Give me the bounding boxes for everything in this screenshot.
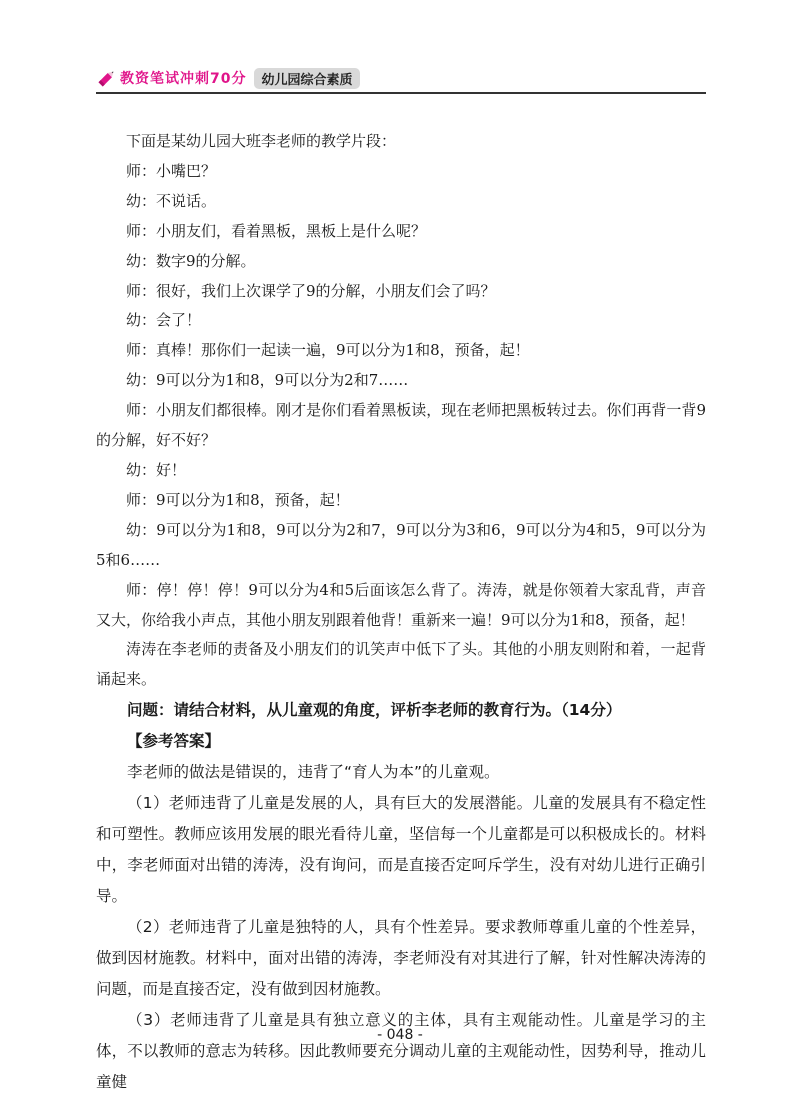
running-header bbox=[96, 66, 360, 90]
dialogue-line: 师：9可以分为1和8，预备，起！ bbox=[126, 490, 350, 509]
dialogue-line: 幼：9可以分为1和8，9可以分为2和7…… bbox=[126, 371, 409, 390]
dialogue-line: 幼：好！ bbox=[126, 460, 187, 479]
answer-paragraph: （2）老师违背了儿童是独特的人，具有个性差异。要求教师尊重儿童的个性差异，做到因材施教。材料中，面对出错的涛涛，李老师没有对其进行了解，针对性解决涛涛的问题，而是直接否定，没有做到因材施教。 bbox=[96, 918, 706, 999]
book-title: 教资笔试冲刺70分 bbox=[120, 71, 247, 87]
question-text: 问题：请结合材料，从儿童观的角度，评析李老师的教育行为。（14分） bbox=[127, 701, 622, 720]
dialogue-line: 幼：数字9的分解。 bbox=[126, 251, 256, 270]
header-rule bbox=[96, 92, 706, 94]
dialogue-line: 下面是某幼儿园大班李老师的教学片段： bbox=[126, 132, 397, 150]
dialogue-line: 师：小嘴巴？ bbox=[126, 161, 217, 180]
answer-heading: 【参考答案】 bbox=[127, 732, 221, 751]
narration: 涛涛在李老师的责备及小朋友们的讥笑声中低下了头。其他的小朋友则附和着，一起背诵起来。 bbox=[96, 640, 706, 689]
page-number: - 048 - bbox=[377, 1027, 423, 1043]
dialogue-line: 师：小朋友们都很棒。刚才是你们看着黑板读，现在老师把黑板转过去。你们再背一背9的分解，好不好？ bbox=[96, 401, 706, 450]
dialogue-line: 幼：会了！ bbox=[126, 311, 202, 330]
pencil-icon bbox=[96, 67, 118, 89]
answer-paragraph: （1）老师违背了儿童是发展的人，具有巨大的发展潜能。儿童的发展具有不稳定性和可塑性。教师应该用发展的眼光看待儿童，坚信每一个儿童都是可以积极成长的。材料中，李老师面对出错的涛涛，没有询问，而是直接否定呵斥学生，没有对幼儿进行正确引导。 bbox=[96, 794, 706, 906]
dialogue-line: 幼：不说话。 bbox=[126, 191, 217, 210]
dialogue-line: 师：停！停！停！9可以分为4和5后面该怎么背了。涛涛，就是你领着大家乱背，声音又大，你给我小声点，其他小朋友别跟着他背！重新来一遍！9可以分为1和8，预备，起！ bbox=[96, 580, 706, 629]
dialogue-line: 师：很好，我们上次课学了9的分解，小朋友们会了吗？ bbox=[126, 281, 496, 300]
answer-paragraph: （3）老师违背了儿童是具有独立意义的主体，具有主观能动性。儿童是学习的主体，不以教师的意志为转移。因此教师要充分调动儿童的主观能动性，因势利导，推动儿童健 bbox=[96, 1011, 706, 1092]
page-body bbox=[96, 127, 706, 1098]
answer-paragraph: 李老师的做法是错误的，违背了“育人为本”的儿童观。 bbox=[127, 763, 500, 782]
subject-badge: 幼儿园综合素质 bbox=[254, 68, 359, 89]
dialogue-line: 师：真棒！那你们一起读一遍，9可以分为1和8，预备，起！ bbox=[126, 341, 530, 360]
dialogue-line: 师：小朋友们，看着黑板，黑板上是什么呢？ bbox=[126, 221, 427, 240]
dialogue-line: 幼：9可以分为1和8，9可以分为2和7，9可以分为3和6，9可以分为4和5，9可以分为5和6…… bbox=[96, 520, 706, 569]
